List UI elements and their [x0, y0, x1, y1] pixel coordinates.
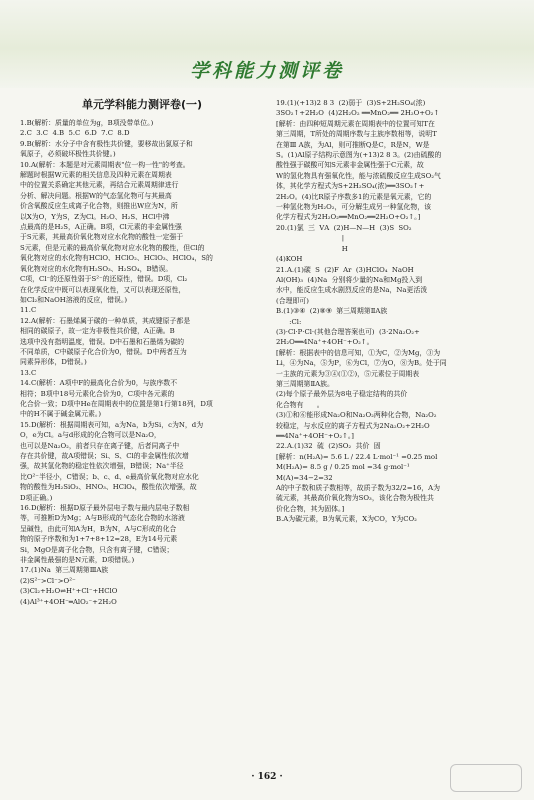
answer-line: D项正确。) — [20, 493, 53, 502]
answer-line: 11.C — [20, 306, 37, 315]
banner-title: 学科能力测评卷 — [189, 60, 344, 82]
answer-line: W的氢化物具有强氧化性，能与浓硫酸反应生成SO₂气 — [276, 171, 441, 180]
answer-line: 20.(1)氯 三 ⅤA (2)H—N—H (3)S SO₂ — [276, 223, 412, 232]
answer-line: 3SO₂↑+2H₂O (4)2H₂O₂ ══MnO₂══ 2H₂O+O₂↑ — [276, 109, 440, 118]
answer-line: 9.B(解析：水分子中含有极性共价键，要移故出氯原子和 — [20, 139, 193, 148]
answer-line: S。(1)Al原子结构示意图为(+13)2 8 3。(2)由硫酸的 — [276, 151, 442, 160]
answer-line: 硫元素，其最高价氧化物为SO₃，该化合物为极性共 — [276, 494, 434, 503]
answer-line: 较稳定，与水反应的离子方程式为2Na₂O₂+2H₂O — [276, 421, 430, 430]
answer-line: 13.C — [20, 368, 37, 377]
answer-line: 化合物有 。 — [276, 400, 324, 409]
answer-line: (4)Al³⁺+4OH⁻═AlO₂⁻+2H₂O — [20, 597, 117, 606]
answer-line: 氧化物对应的水化物有H₂SO₃、H₂SO₄，B错误。 — [20, 264, 173, 273]
answer-line: 2H₂O。(4)比R原子序数多1的元素是氧元素，它的 — [276, 192, 432, 201]
answer-line: 分析、解决问题。根据W的气态氢化物可与其最高 — [20, 191, 172, 200]
answer-line: (合理即可) — [276, 296, 309, 305]
answer-line: 酸性强于碳酸可知S元素非金属性强于C元素，故 — [276, 161, 424, 170]
answer-line: 15.D(解析：根据周期表可知，a为Na，b为Si，c为N，d为 — [20, 420, 204, 429]
answer-line: 在第Ⅲ A族，为Al，则可推断Q是C，R是N，W是 — [276, 140, 430, 149]
answer-line: :Cl: — [276, 317, 302, 326]
answer-line: 2.C 3.C 4.B 5.C 6.D 7.C 8.D — [20, 129, 130, 138]
answer-line: 22.A.(1)32 硫 (2)SO₂ 共价 固 — [276, 442, 381, 451]
answer-line: | — [276, 234, 345, 243]
answer-line: 第三周期，T所处的周期序数与主族序数相等，说明T — [276, 130, 437, 139]
answer-line: Si，MgO是离子化合物，只含有离子键，C错误； — [20, 545, 174, 554]
answer-line: H — [276, 244, 348, 253]
answer-line: 12.A(解析：石墨烯属于碳的一种单质，其成键原子都是 — [20, 316, 191, 325]
answer-line: Al(OH)₃ (4)Na 分别将少量的Na和Mg投入到 — [276, 275, 423, 284]
answer-line: 中的H不属于碱金属元素。) — [20, 410, 102, 419]
answer-line: 19.(1)(+13)2 8 3 (2)弱于 (3)S+2H₂SO₄(浓) — [276, 99, 426, 107]
answer-line: 相同的碳原子，故一定为非极性共价键，A正确。B — [20, 327, 175, 336]
watermark-logo — [450, 764, 522, 792]
answer-line: 相符；B项中18号元素化合价为0，C项中各元素的 — [20, 389, 175, 398]
left-answer-column — [20, 98, 264, 738]
answer-line: 价化合物，其为固体。] — [276, 504, 345, 513]
answer-line: 也可以是Na₂O₂，前者只存在离子键，后者同离子中 — [20, 441, 180, 450]
answer-line: 等，可推断D为Mg；A与B形成的气态化合物的水溶液 — [20, 514, 185, 523]
answer-line: 16.D(解析：根据D原子最外层电子数与最内层电子数相 — [20, 504, 190, 513]
answer-line: 2H₂O══4Na⁺+4OH⁻+O₂↑。 — [276, 338, 374, 347]
answer-line: M(A)=34−2=32 — [276, 473, 333, 482]
answer-line: 氧化物对应的水化物有HClO、HClO₂、HClO₃、HClO₄，S的 — [20, 254, 213, 263]
answer-line: 10.A(解析：本题是对元素周期表"位一构一性"的考查。 — [20, 160, 190, 169]
answer-line: 化合价一致；D项中He在周期表中的位置是第1行第18列，D项 — [20, 399, 213, 408]
answer-line: (4)KOH — [276, 255, 303, 264]
answer-line: 呈碱性，由此可知A为H，B为N，A与C形成的化合 — [20, 524, 177, 533]
answer-line: 一主族的元素为③④(①②)，⑤元素位于周期表 — [276, 369, 420, 378]
answer-line: 强，故其氢化物的稳定性依次增强，B错误；Na⁺半径 — [20, 462, 184, 471]
left-answer-lines — [20, 118, 264, 607]
answer-line: (3)①和⑥能形成Na₂O和Na₂O₂两种化合物，Na₂O₂ — [276, 411, 437, 420]
answer-line: C项，Cl⁻的还原性弱于S²⁻的还原性，错误。D项，Cl₂ — [20, 275, 188, 284]
header-banner — [0, 0, 534, 88]
answer-line: 21.A.(1)碳 S (2)F Ar (3)HClO₄ NaOH — [276, 265, 414, 274]
answer-line: 第三周期第ⅡA族。 — [276, 379, 334, 388]
answer-line: A的中子数和质子数相等，故质子数为32/2=16，A为 — [276, 484, 440, 493]
answer-line: 水中，能反应生成水剧烈反应的是Na，Na更活泼 — [276, 286, 428, 295]
answer-line: 存在共价键，故A项错误；Si、S、Cl的非金属性依次增 — [20, 452, 189, 460]
answer-line: 14.C(解析：A项中F的最高化合价为0，与族序数不 — [20, 379, 178, 388]
answer-line: 物的酸性为H₂SiO₃、HNO₃、HClO₄，酸性依次增强，故 — [20, 483, 197, 492]
answer-line: S元素，但是元素的最高价氧化物对应水化物的酸性，但Cl的 — [20, 243, 205, 252]
answer-line: [解析：由四种短周期元素在周期表中的位置可知T在 — [276, 119, 435, 128]
right-answer-lines — [276, 98, 520, 525]
answer-line: 点最高的是H₂S，A正确。B项，Cl元素的非金属性强 — [20, 223, 182, 232]
answer-line: 17.(1)Na 第三周期第ⅢA族 — [20, 566, 109, 575]
answer-line: 同素异形体，D错误。) — [20, 358, 87, 367]
answer-line: [解析：n(H₂A)= 5.6 L / 22.4 L·mol⁻¹ =0.25 mol — [276, 452, 438, 461]
answer-line: [解析：根据表中的信息可知，①为C，②为Mg，③为 — [276, 348, 441, 357]
answer-line: 比O²⁻半径小，C错误；b、c、d、e最高价氧化物对应水化 — [20, 472, 199, 481]
answer-line: (3)Cl₂+H₂O⇌H⁺+Cl⁻+HClO — [20, 587, 118, 596]
answer-line: 氧原子，必须破坏极性共价键。) — [20, 150, 116, 159]
answer-line: 如Cl₂和NaOH溶液的反应，错误。) — [20, 295, 128, 304]
answer-line: 体，其化学方程式为S+2H₂SO₄(浓)══3SO₂↑+ — [276, 182, 425, 191]
answer-line: 价含氧酸反应生成离子化合物，则推出W应为N，所 — [20, 202, 178, 211]
answer-line: (2)每个原子最外层为8电子稳定结构的共价 — [276, 390, 408, 399]
answer-line: O，e为Cl。a与d形成的化合物可以是Na₂O， — [20, 431, 161, 440]
answer-line: 化学方程式为2H₂O₂══MnO₂══2H₂O+O₂↑。] — [276, 213, 421, 222]
answer-line: 以X为O，Y为S，Z为Cl。H₂O、H₂S、HCl中沸 — [20, 212, 170, 221]
answer-line: 于S元素，其最高价氧化物对应水化物的酸性一定强于 — [20, 233, 184, 242]
page-number: · 162 · — [251, 772, 283, 782]
answer-line: 物的原子序数和为1+7+8+12=28，E为14号元素 — [20, 535, 178, 544]
answer-line: B.A为碳元素，B为氧元素，X为CO，Y为CO₂ — [276, 515, 417, 524]
right-answer-column — [276, 98, 520, 798]
answer-line: M(H₂A)= 8.5 g / 0.25 mol =34 g·mol⁻¹ — [276, 463, 410, 472]
answer-line: 一种氢化物为H₂O₂，可分解生成另一种氢化物，该 — [276, 203, 431, 212]
answer-line: 不同单质，C中碳原子化合价为0，错误。D中两者互为 — [20, 347, 187, 356]
answer-line: 解题时根据W元素的相关信息及四种元素在周期表 — [20, 171, 172, 180]
answer-line: B.(1)③④ (2)⑧⑨ 第三周期第ⅡA族 — [276, 307, 388, 316]
answer-line: 1.B(解析：质量的单位为g，B项没带单位。) — [20, 119, 154, 127]
section-title: 单元学科能力测评卷(一) — [81, 98, 203, 111]
answer-line: 中的位置关系确定其他元素，再结合元素周期律进行 — [20, 181, 179, 190]
answer-line: ══4Na⁺+4OH⁻+O₂↑。] — [276, 432, 354, 440]
answer-line: 非金属性最强的是N元素，D项错误。) — [20, 556, 135, 565]
answer-line: 选项中没有指明温度，错误。D中石墨和石墨烯为碳的 — [20, 337, 185, 346]
answer-line: (3)·Cl·P·Cl·(其他合理答案也可) (3·2Na₂O₂+ — [276, 327, 420, 336]
answer-line: 在化学反应中既可以表现氧化性，又可以表现还原性， — [20, 285, 186, 294]
answer-line: (2)S²⁻>Cl⁻>O²⁻ — [20, 576, 76, 585]
answer-line: Li，④为Na，⑤为P，⑥为Cl，⑦为O，⑧为B。处于同 — [276, 359, 447, 368]
